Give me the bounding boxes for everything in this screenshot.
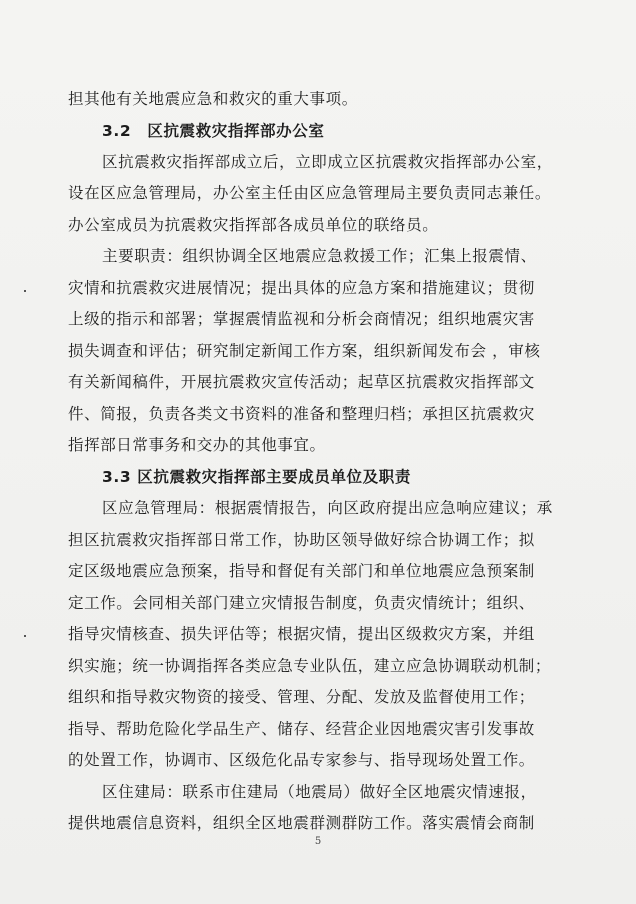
text-line: 区抗震救灾指挥部成立后，立即成立区抗震救灾指挥部办公室， <box>102 153 553 171</box>
text-line: 提供地震信息资料，组织全区地震群测群防工作。落实震情会商制 <box>68 814 535 832</box>
text-line: 指导、帮助危险化学品生产、储存、经营企业因地震灾害引发事故 <box>68 720 535 738</box>
text-line: 定区级地震应急预案，指导和督促有关部门和单位地震应急预案制 <box>68 562 535 580</box>
text-line: 区应急管理局：根据震情报告，向区政府提出应急响应建议；承 <box>102 499 553 517</box>
text-line: 担其他有关地震应急和救灾的重大事项。 <box>68 90 358 108</box>
text-line: 损失调查和评估；研究制定新闻工作方案，组织新闻发布会 ，审核 <box>68 342 541 360</box>
text-line: 灾情和抗震救灾进展情况；提出具体的应急方案和措施建议；贯彻 <box>68 279 535 297</box>
text-line: 区住建局：联系市住建局（地震局）做好全区地震灾情速报， <box>102 783 537 801</box>
text-line: 件、简报，负责各类文书资料的准备和整理归档；承担区抗震救灾 <box>68 405 535 423</box>
section-heading-3-2: 3.2 区抗震救灾指挥部办公室 <box>102 122 325 140</box>
section-heading-3-3: 3.3 区抗震救灾指挥部主要成员单位及职责 <box>102 468 411 486</box>
text-line: 有关新闻稿件，开展抗震救灾宣传活动；起草区抗震救灾指挥部文 <box>68 373 535 391</box>
text-line: 组织和指导救灾物资的接受、管理、分配、发放及监督使用工作； <box>68 688 535 706</box>
binding-hole-mark <box>24 290 26 292</box>
binding-hole-mark <box>24 635 26 637</box>
text-line: 织实施；统一协调指挥各类应急专业队伍，建立应急协调联动机制； <box>68 657 552 675</box>
text-line: 指导灾情核查、损失评估等；根据灾情，提出区级救灾方案，并组 <box>68 625 535 643</box>
text-line: 定工作。会同相关部门建立灾情报告制度，负责灾情统计；组织、 <box>68 594 535 612</box>
text-line: 上级的指示和部署；掌握震情监视和分析会商情况；组织地震灾害 <box>68 310 535 328</box>
text-line: 指挥部日常事务和交办的其他事宜。 <box>68 436 326 454</box>
text-line: 的处置工作，协调市、区级危化品专家参与、指导现场处置工作。 <box>68 751 535 769</box>
text-line: 担区抗震救灾指挥部日常工作，协助区领导做好综合协调工作；拟 <box>68 531 535 549</box>
text-line: 办公室成员为抗震救灾指挥部各成员单位的联络员。 <box>68 216 439 234</box>
page-number: 5 <box>314 836 322 847</box>
text-line: 主要职责：组织协调全区地震应急救援工作；汇集上报震情、 <box>102 247 537 265</box>
text-line: 设在区应急管理局，办公室主任由区应急管理局主要负责同志兼任。 <box>68 184 552 202</box>
